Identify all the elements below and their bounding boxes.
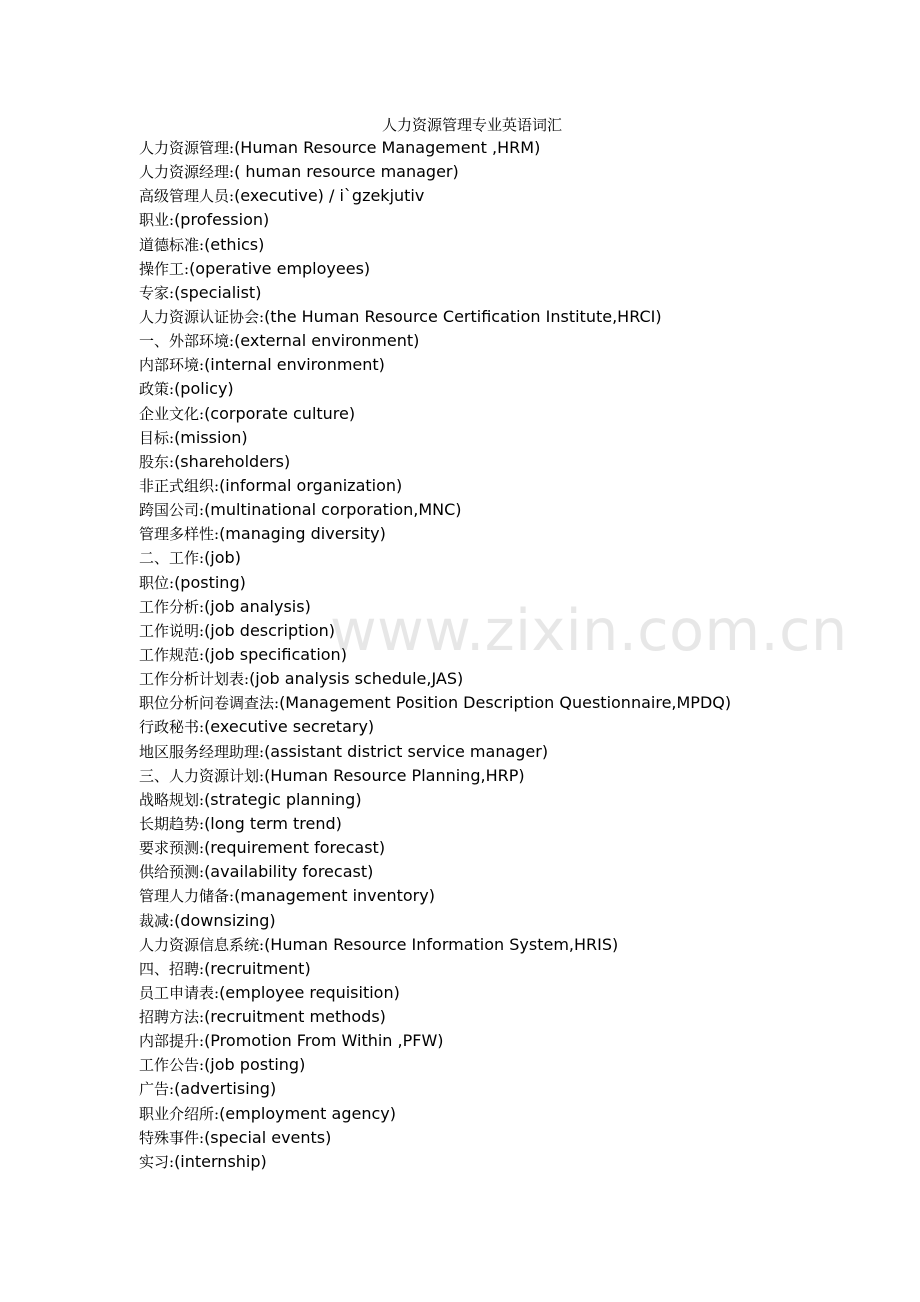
term-item [139,812,731,836]
term-item [139,1150,731,1174]
term-chinese: 操作工: [139,259,190,278]
term-chinese: 行政秘书: [139,718,205,737]
term-item [139,1029,731,1053]
term-english: (employee requisition) [219,982,400,1002]
term-list [139,136,731,1174]
term-item [139,1077,731,1101]
term-item [139,353,731,377]
term-english: (advertising) [174,1079,277,1099]
term-english: (operative employees) [189,258,371,278]
term-chinese: 二、工作: [139,549,205,568]
term-item [139,546,731,570]
term-chinese: 实习: [139,1152,175,1171]
term-item [139,788,731,812]
term-english: (Promotion From Within ,PFW) [204,1031,444,1051]
term-chinese: 战略规划: [139,790,205,809]
term-chinese: 工作说明: [139,621,205,640]
term-chinese: 职位: [139,573,175,592]
term-english: (multinational corporation,MNC) [204,500,462,520]
term-chinese: 四、招聘: [139,959,205,978]
term-english: (assistant district service manager) [264,741,549,761]
term-chinese: 裁减: [139,911,175,930]
term-item [139,1053,731,1077]
term-chinese: 股东: [139,452,175,471]
term-item [139,1102,731,1126]
term-item [139,136,731,160]
term-english: (availability forecast) [204,862,374,882]
term-chinese: 特殊事件: [139,1128,205,1147]
term-item [139,691,731,715]
term-english: (job) [204,548,241,568]
term-english: (recruitment methods) [204,1007,386,1027]
term-english: (shareholders) [174,451,291,471]
term-english: (management inventory) [234,886,435,906]
term-english: (executive) / i`gzekjutiv [234,186,425,206]
term-item [139,160,731,184]
term-chinese: 广告: [139,1080,175,1099]
term-item [139,257,731,281]
term-item [139,619,731,643]
term-english: (informal organization) [219,475,403,495]
term-chinese: 要求预测: [139,839,205,858]
term-english: (special events) [204,1127,332,1147]
term-item [139,884,731,908]
term-item [139,957,731,981]
term-item [139,595,731,619]
term-chinese: 职位分析问卷调查法: [139,694,280,713]
term-item [139,643,731,667]
term-item [139,715,731,739]
term-chinese: 管理多样性: [139,525,220,544]
term-chinese: 政策: [139,380,175,399]
term-chinese: 人力资源信息系统: [139,935,265,954]
term-chinese: 地区服务经理助理: [139,742,265,761]
term-english: (Human Resource Information System,HRIS) [264,934,619,954]
term-english: (Human Resource Management ,HRM) [234,138,541,157]
term-chinese: 工作规范: [139,645,205,664]
term-item [139,981,731,1005]
term-item [139,450,731,474]
term-item [139,305,731,329]
term-english: (mission) [174,427,248,447]
term-chinese: 工作分析: [139,597,205,616]
term-item [139,329,731,353]
term-item [139,426,731,450]
term-english: (job description) [204,620,335,640]
term-english: (corporate culture) [204,403,356,423]
term-english: (internal environment) [204,355,385,375]
term-chinese: 长期趋势: [139,814,205,833]
term-english: (long term trend) [204,813,342,833]
term-english: (job analysis) [204,596,311,616]
term-item [139,860,731,884]
term-english: (posting) [174,572,246,592]
term-chinese: 职业介绍所: [139,1104,220,1123]
term-chinese: 内部环境: [139,356,205,375]
term-english: (internship) [174,1151,267,1171]
term-chinese: 内部提升: [139,1032,205,1051]
term-chinese: 职业: [139,211,175,230]
term-english: (Management Position Description Questionnaire,MPDQ) [279,693,732,713]
term-chinese: 管理人力储备: [139,887,235,906]
term-chinese: 高级管理人员: [139,187,235,206]
term-chinese: 工作公告: [139,1056,205,1075]
term-english: (job specification) [204,644,347,664]
term-chinese: 招聘方法: [139,1008,205,1027]
term-chinese: 专家: [139,283,175,302]
term-item [139,764,731,788]
term-english: (recruitment) [204,958,311,978]
term-english: (ethics) [204,234,265,254]
term-english: (specialist) [174,282,262,302]
term-item [139,184,731,208]
term-english: (employment agency) [219,1103,396,1123]
term-english: (the Human Resource Certification Institute,HRCI) [264,306,662,326]
term-item [139,667,731,691]
document-title: 人力资源管理专业英语词汇 [381,116,562,134]
term-chinese: 供给预测: [139,863,205,882]
term-item [139,571,731,595]
term-chinese: 三、人力资源计划: [139,766,265,785]
term-item [139,208,731,232]
term-item [139,1005,731,1029]
term-item [139,1126,731,1150]
term-item [139,933,731,957]
term-english: (job analysis schedule,JAS) [249,669,464,689]
term-english: (strategic planning) [204,789,362,809]
term-english: (job posting) [204,1055,306,1075]
term-item [139,377,731,401]
term-chinese: 工作分析计划表: [139,670,250,689]
term-chinese: 一、外部环境: [139,332,235,351]
term-english: (managing diversity) [219,524,386,544]
watermark: www.zixin.com.cn [330,598,848,664]
term-english: ( human resource manager) [234,162,459,182]
term-chinese: 企业文化: [139,404,205,423]
term-item [139,498,731,522]
term-chinese: 人力资源经理: [139,163,235,182]
term-item [139,281,731,305]
term-english: (Human Resource Planning,HRP) [264,765,525,785]
term-chinese: 人力资源管理: [139,139,235,157]
term-english: (policy) [174,379,234,399]
term-item [139,402,731,426]
term-english: (requirement forecast) [204,838,386,858]
term-english: (executive secretary) [204,717,375,737]
term-item [139,522,731,546]
term-english: (profession) [174,210,270,230]
term-chinese: 人力资源认证协会: [139,307,265,326]
term-item [139,740,731,764]
term-item [139,233,731,257]
term-chinese: 非正式组织: [139,476,220,495]
term-english: (downsizing) [174,910,276,930]
term-item [139,474,731,498]
term-item [139,909,731,933]
term-chinese: 员工申请表: [139,983,220,1002]
term-chinese: 跨国公司: [139,501,205,520]
term-chinese: 道德标准: [139,235,205,254]
term-chinese: 目标: [139,428,175,447]
term-item [139,836,731,860]
term-english: (external environment) [234,331,420,351]
